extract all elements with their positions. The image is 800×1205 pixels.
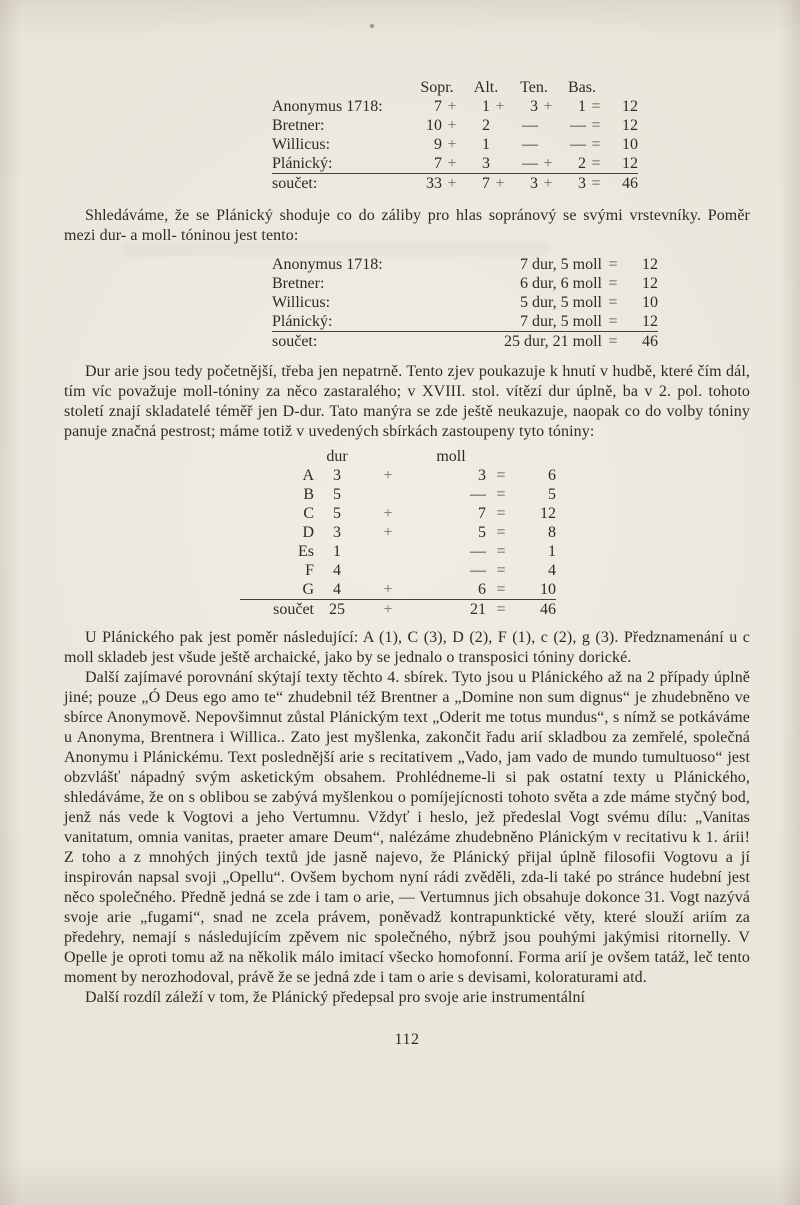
col-header-bas: Bas. xyxy=(568,79,596,96)
table-row xyxy=(272,116,638,135)
cell-bas: 1 xyxy=(578,98,586,115)
table-total-row xyxy=(240,600,556,620)
cell-ten: — xyxy=(522,117,538,134)
cell-key: F xyxy=(305,562,314,579)
cell-equals: = xyxy=(496,505,506,522)
cell-equals: = xyxy=(602,332,624,352)
cell-bas: — xyxy=(570,117,586,134)
cell-equals: = xyxy=(496,581,506,598)
cell-equals: = xyxy=(608,275,618,292)
row-label: Anonymus 1718: xyxy=(272,98,383,115)
cell-equals: = xyxy=(608,294,618,311)
cell-op xyxy=(538,116,558,135)
cell-op xyxy=(490,154,510,174)
cell-dur: 1 xyxy=(333,543,341,560)
cell-total: 46 xyxy=(516,600,556,620)
header-spacer xyxy=(360,447,416,466)
col-header-dur: dur xyxy=(326,448,348,465)
header-spacer xyxy=(606,78,638,97)
voice-table-header-row xyxy=(272,78,638,97)
cell-dur: 25 xyxy=(314,600,360,620)
table-row xyxy=(272,255,658,274)
cell-key: G xyxy=(302,581,314,598)
cell-sopr: 33 xyxy=(412,174,442,194)
cell-op: + xyxy=(383,581,393,598)
row-label: Plánický: xyxy=(272,155,333,172)
paragraph-soprano-preference: Shledáváme, že se Plánický shoduje co do záliby pro hlas sopránový se svými vrstevníky. Poměr mezi dur- a moll- tóninou jest tento: xyxy=(64,207,750,244)
cell-equals: = xyxy=(496,467,506,484)
cell-equals: = xyxy=(591,117,601,134)
cell-total: 6 xyxy=(548,467,556,484)
table-row xyxy=(272,97,638,116)
cell-op: + xyxy=(383,505,393,522)
table-row xyxy=(240,466,556,485)
key-table-header-row xyxy=(240,447,556,466)
table-row xyxy=(272,135,638,154)
table-row xyxy=(240,561,556,580)
cell-moll: 21 xyxy=(416,600,486,620)
cell-alt: 1 xyxy=(482,98,490,115)
cell-key: Es xyxy=(298,543,314,560)
cell-equals: = xyxy=(586,174,606,194)
table-row xyxy=(272,312,658,332)
cell-op xyxy=(490,135,510,154)
cell-sopr: 7 xyxy=(434,155,442,172)
table-total-row xyxy=(272,332,658,352)
cell-dur: 5 xyxy=(333,486,341,503)
cell-sopr: 7 xyxy=(434,98,442,115)
table-row xyxy=(272,154,638,174)
cell-equals: = xyxy=(608,313,618,330)
cell-total: 10 xyxy=(622,136,638,153)
cell-op: + xyxy=(447,117,457,134)
cell-equals: = xyxy=(591,136,601,153)
cell-ten: 3 xyxy=(530,98,538,115)
scan-artifact-smudge xyxy=(120,242,550,256)
paragraph-planicky-keys: U Plánického pak jest poměr následující: A (1), C (3), D (2), F (1), c (2), g (3). Předznamenání u c moll skladeb jest všude ještě archaické, jako by se jednalo o transposici tóniny dorické. xyxy=(64,629,750,666)
paragraph-text-comparison: Další zajímavé porovnání skýtají texty těchto 4. sbírek. Tyto jsou u Plánického až na 2 případy úplně jiné; pouze „Ó Deus ego amo te“ zhudebnil též Brentner a „Domine non sum dignus“ je zhudebněno ve sbírce Anonymově. Nepovšimnut zůstal Plánickým text „Oderit me totus mundus“, s nímž se potkáváme u Anonyma, Brentnera i Willica.. Zato jest myšlenka, zakončit řadu arií skladbou za zemřelé, společná Anonymu i Plánickému. Text poslednější arie s recitativem „Vado, jam vado de mundo tumultuoso“ jest obzvlášť nápadný svým asketickým obsahem. Prohlédneme-li si pak ostatní texty u Plánického, shledáváme, že on s oblibou se zabývá myšlenkou o pomíjejícnosti tohoto světa a zde máme styčný bod, jenž nás vede k Vogtovi a jeho Vertumnu. Vždyť i heslo, jež předeslal Vogt svému dílu: „Vanitas vanitatum, omnia vanitas, praeter amare Deum“, nalézáme zhudebněno Plánickým v recitativu k 1. árii! Z toho a z mnohých jiných textů jde jasně najevo, že Plánický přijal úplně filosofii Vogtovu a jí inspirován napsal svoji „Opellu“. Ovšem bychom nyní rádi zvěděli, zda-li také po stránce hudební jest něco společného. Předně jedná se zde i tam o arie, — Vertumnus jich obsahuje dokonce 31. Vogt nazývá svoje arie „fugami“, snad ne zcela právem, poněvadž kontrapunktické věty, které slouží ariím za předehry, nemají s následujícím zpěvem nic společného, nýbrž jsou pouhými jakýmisi ritornelly. V Opelle je oproti tomu až na několik málo imitací všecko homofonní. Forma arií je ovšem tatáž, leč tento moment by nerozhodoval, právě že se jedná zde i tam o arie s devisami, koloraturami atd. xyxy=(64,669,750,986)
row-label: součet: xyxy=(272,174,412,194)
cell-dur: 4 xyxy=(333,581,341,598)
cell-key: součet xyxy=(240,600,314,620)
cell-moll: 7 xyxy=(478,505,486,522)
cell-bas: 3 xyxy=(558,174,586,194)
cell-moll: 3 xyxy=(478,467,486,484)
row-label: Anonymus 1718: xyxy=(272,256,383,273)
cell-total: 12 xyxy=(622,155,638,172)
table-row xyxy=(272,274,658,293)
cell-op: + xyxy=(383,524,393,541)
cell-ten: — xyxy=(522,155,538,172)
table-row xyxy=(240,504,556,523)
cell-op: + xyxy=(447,136,457,153)
cell-equals: = xyxy=(591,155,601,172)
cell-equals: = xyxy=(486,600,516,620)
cell-key: A xyxy=(302,467,314,484)
cell-ten: 3 xyxy=(510,174,538,194)
header-spacer xyxy=(486,447,516,466)
cell-op: + xyxy=(447,98,457,115)
key-distribution-table xyxy=(240,447,556,619)
table-row xyxy=(240,523,556,542)
cell-ten: — xyxy=(522,136,538,153)
cell-total: 8 xyxy=(548,524,556,541)
cell-moll: 5 xyxy=(478,524,486,541)
cell-op xyxy=(490,116,510,135)
cell-total: 12 xyxy=(642,313,658,330)
cell-moll: 6 xyxy=(478,581,486,598)
cell-alt: 3 xyxy=(482,155,490,172)
cell-dur: 4 xyxy=(333,562,341,579)
cell-moll: — xyxy=(470,562,486,579)
cell-op: + xyxy=(495,98,505,115)
cell-sopr: 9 xyxy=(434,136,442,153)
mode-count-table xyxy=(272,255,658,351)
cell-key: C xyxy=(303,505,314,522)
table-row xyxy=(272,293,658,312)
cell-expression: 6 dur, 6 moll xyxy=(519,275,602,292)
cell-alt: 1 xyxy=(482,136,490,153)
table-total-row xyxy=(272,174,638,194)
table-row xyxy=(240,485,556,504)
cell-bas: 2 xyxy=(578,155,586,172)
col-header-alt: Alt. xyxy=(473,79,499,96)
cell-total: 10 xyxy=(540,581,556,598)
col-header-ten: Ten. xyxy=(520,79,548,96)
header-spacer xyxy=(240,447,314,466)
page-number: 112 xyxy=(394,1031,420,1048)
cell-dur: 3 xyxy=(333,524,341,541)
cell-op: + xyxy=(360,600,416,620)
cell-equals: = xyxy=(496,562,506,579)
cell-total: 12 xyxy=(642,256,658,273)
cell-op: + xyxy=(543,98,553,115)
row-label: Plánický: xyxy=(272,313,333,330)
cell-key: D xyxy=(302,524,314,541)
cell-moll: — xyxy=(470,543,486,560)
cell-sopr: 10 xyxy=(426,117,442,134)
cell-alt: 7 xyxy=(462,174,490,194)
cell-equals: = xyxy=(591,98,601,115)
cell-total: 4 xyxy=(548,562,556,579)
cell-total: 12 xyxy=(622,98,638,115)
cell-op: + xyxy=(383,467,393,484)
scan-artifact-speck xyxy=(370,24,374,28)
row-label: Willicus: xyxy=(272,294,331,311)
cell-total: 46 xyxy=(624,332,658,352)
cell-key: B xyxy=(303,486,314,503)
row-label: Bretner: xyxy=(272,117,325,134)
cell-op: + xyxy=(442,174,462,194)
cell-op xyxy=(538,135,558,154)
cell-expression: 7 dur, 5 moll xyxy=(519,256,602,273)
cell-total: 46 xyxy=(606,174,638,194)
cell-op: + xyxy=(538,174,558,194)
cell-op xyxy=(360,561,416,580)
cell-expression: 5 dur, 5 moll xyxy=(519,294,602,311)
cell-op: + xyxy=(543,155,553,172)
cell-op xyxy=(360,542,416,561)
col-header-moll: moll xyxy=(436,448,466,465)
paragraph-instrumentation-intro: Další rozdíl záleží v tom, že Plánický předepsal pro svoje arie instrumentální xyxy=(85,989,586,1006)
cell-dur: 5 xyxy=(333,505,341,522)
cell-total: 10 xyxy=(642,294,658,311)
cell-total: 1 xyxy=(548,543,556,560)
cell-total: 5 xyxy=(548,486,556,503)
cell-equals: = xyxy=(496,486,506,503)
cell-dur: 3 xyxy=(333,467,341,484)
cell-total: 12 xyxy=(622,117,638,134)
row-label: Bretner: xyxy=(272,275,325,292)
cell-moll: — xyxy=(470,486,486,503)
row-label: Willicus: xyxy=(272,136,331,153)
cell-total: 12 xyxy=(540,505,556,522)
cell-alt: 2 xyxy=(482,117,490,134)
row-label: součet: xyxy=(272,332,412,352)
voice-distribution-table xyxy=(272,78,638,193)
cell-op xyxy=(360,485,416,504)
table-row xyxy=(240,542,556,561)
cell-equals: = xyxy=(496,543,506,560)
col-header-sopr: Sopr. xyxy=(420,79,454,96)
header-spacer xyxy=(516,447,556,466)
paragraph-dur-majority: Dur arie jsou tedy početnější, třeba jen nepatrně. Tento zjev poukazuje k hnutí v hudbě, které čím dál, tím víc považuje moll-tóniny za něco zastaralého; v XVIII. stol. vítězí dur úplně, ba v 2. pol. tohoto století znají skladatelé téměř jen D-dur. Tato manýra se zde ještě neukazuje, naopak co do volby tóniny panuje značná pestrost; máme totiž v uvedených sbírkách zastoupeny tyto tóniny: xyxy=(64,363,750,440)
cell-bas: — xyxy=(570,136,586,153)
cell-equals: = xyxy=(496,524,506,541)
cell-total: 12 xyxy=(642,275,658,292)
cell-expression: 25 dur, 21 moll xyxy=(412,332,602,352)
header-spacer xyxy=(272,78,412,97)
cell-equals: = xyxy=(608,256,618,273)
cell-expression: 7 dur, 5 moll xyxy=(519,313,602,330)
cell-op: + xyxy=(447,155,457,172)
table-row xyxy=(240,580,556,600)
cell-op: + xyxy=(490,174,510,194)
